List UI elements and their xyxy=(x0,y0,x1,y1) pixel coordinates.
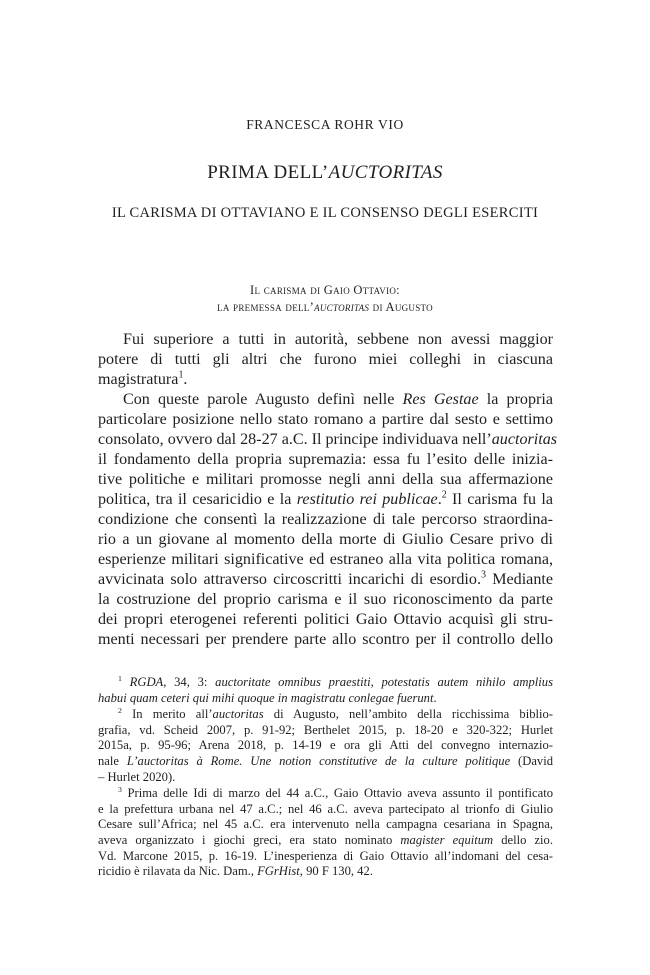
section-heading xyxy=(0,282,650,316)
body-line: consolato, ovvero dal 28-27 a.C. Il principe individuava nell’auctoritas xyxy=(98,431,558,448)
footnote-line: e la prefettura urbana nel 47 a.C.; nel 46 a.C. aveva partecipato al trionfo di Giulio xyxy=(98,801,553,816)
footnote-line: $^1$ RGDA, 34, 3: auctoritate omnibus praestiti, potestatis autem nihilo amplius xyxy=(118,673,554,689)
body-line: condizione che consentì la realizzazione di tale percorso straordina- xyxy=(98,511,553,528)
section-heading-line-2: la premessa dell’auctoritas di Augusto xyxy=(217,300,433,314)
footnote-number: 3 xyxy=(118,784,122,794)
footnote-line: nale L’auctoritas à Rome. Une notion constitutive de la culture politique (David xyxy=(98,753,553,768)
footnote-line: $^3$ Prima delle Idi di marzo del 44 a.C., Gaio Ottavio aveva assunto il pontificato xyxy=(118,784,553,801)
footnote-line: 2015a, p. 95-96; Arena 2018, p. 14-19 e ora gli Atti del convegno internazio- xyxy=(98,738,553,753)
footnote-ref[interactable]: 3 xyxy=(480,569,486,581)
footnotes xyxy=(98,675,553,881)
footnote-line: $^2$ In merito all’auctoritas di Augusto, nell’ambito della ricchissima biblio- xyxy=(118,706,553,722)
body-text xyxy=(98,330,558,650)
footnote-line: ricidio è rilavata da Nic. Dam., FGrHist, 90 F 130, 42. xyxy=(98,864,373,879)
body-line: menti necessari per prendere parte allo scontro per il controllo dello xyxy=(98,631,553,648)
footnote-3 xyxy=(98,786,553,880)
footnote-line: aveva organizzato i giochi greci, era stato nominato magister equitum dello zio. xyxy=(98,832,553,847)
footnote-2 xyxy=(98,707,553,785)
title-prefix: PRIMA DELL’ xyxy=(207,162,329,183)
author-name: FRANCESCA ROHR VIO xyxy=(246,117,404,132)
body-line: esperienze militari significative ed estraneo alla vita politica romana, xyxy=(98,551,553,568)
body-line: rio a un giovane al momento della morte di Giulio Cesare privo di xyxy=(98,531,553,548)
footnote-line: Cesare sull’Africa; nel 45 a.C. era intervenuto nella campagna cesariana in Spagna, xyxy=(98,817,553,832)
body-line: dei propri eterogenei referenti politici Gaio Ottavio acquisì gli stru- xyxy=(98,611,553,628)
body-line: la costruzione del proprio carisma e il suo riconoscimento da parte xyxy=(98,591,553,608)
footnote-line: – Hurlet 2020). xyxy=(98,769,176,784)
body-line: il fondamento della propria supremazia: essa fu l’esito delle inizia- xyxy=(98,451,553,468)
footnote-line: habui quam ceteri qui mihi quoque in magistratu conlegae fuerunt. xyxy=(98,690,437,705)
body-line: magistratura$^1$. xyxy=(98,369,188,388)
body-line: avvicinata solo attraverso circoscritti incarichi di esordio.$^3$ Mediante xyxy=(98,569,553,588)
footnote-number: 1 xyxy=(118,673,122,683)
title-italic: AUCTORITAS xyxy=(328,162,443,183)
body-line: Con queste parole Augusto definì nelle Res Gestae la propria xyxy=(123,391,553,408)
footnote-line: Vd. Marcone 2015, p. 16-19. L’inesperienza di Gaio Ottavio all’indomani del cesa- xyxy=(98,848,553,863)
body-line: particolare posizione nello stato romano a partire dal sesto e settimo xyxy=(98,411,553,428)
article-title xyxy=(0,162,650,184)
body-line: politica, tra il cesaricidio e la restitutio rei publicae.$^2$ Il carisma fu la xyxy=(98,489,553,508)
body-line: potere di tutti gli altri che furono miei colleghi in ciascuna xyxy=(98,351,553,368)
body-line: tive politiche e militari promosse negli anni della sua affermazione xyxy=(98,471,553,488)
footnote-ref[interactable]: 1 xyxy=(178,369,184,381)
article-subtitle: IL CARISMA DI OTTAVIANO E IL CONSENSO DEGLI ESERCITI xyxy=(111,205,539,221)
footnote-ref[interactable]: 2 xyxy=(441,489,447,501)
footnote-1 xyxy=(98,675,553,706)
footnote-number: 2 xyxy=(118,706,122,715)
footnote-line: grafia, vd. Scheid 2007, p. 91-92; Berthelet 2015, p. 18-20 e 320-322; Hurlet xyxy=(98,722,553,737)
body-line: Fui superiore a tutti in autorità, sebbene non avessi maggior xyxy=(123,331,553,348)
section-heading-line-1: Il carisma di Gaio Ottavio: xyxy=(250,283,400,297)
